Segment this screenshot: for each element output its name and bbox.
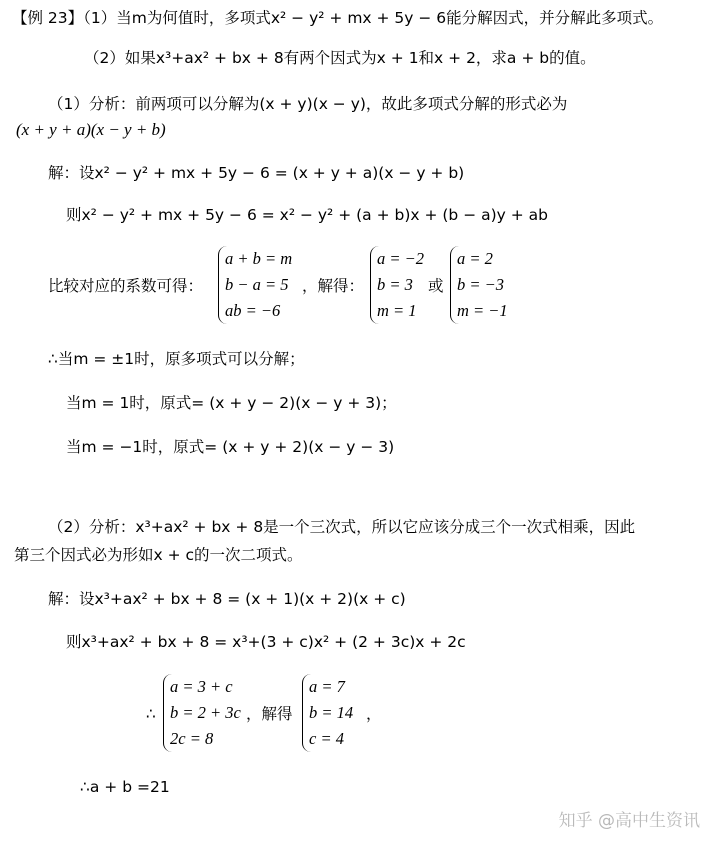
system2-eq-1: a = 3 + c bbox=[170, 677, 233, 696]
sol-a-eq-2: b = 3 bbox=[377, 275, 413, 294]
system-eq-1: a + b = m bbox=[225, 249, 293, 268]
final-answer: ∴a + b =21 bbox=[80, 778, 170, 796]
solution-2-setup: 解：设x³+ax² + bx + 8 = (x + 1)(x + 2)(x + c) bbox=[48, 590, 406, 608]
problem-statement-1: 【例 23】（1）当m为何值时，多项式x² − y² + mx + 5y − 6能分解因式，并分解此多项式。 bbox=[12, 9, 664, 27]
system-eq-3: ab = −6 bbox=[225, 301, 281, 320]
sol-b-eq-3: m = −1 bbox=[457, 301, 508, 320]
analysis-1-line1: （1）分析：前两项可以分解为(x + y)(x − y)，故此多项式分解的形式必为 bbox=[48, 95, 568, 113]
sol-b-eq-2: b = −3 bbox=[457, 275, 505, 294]
solution-system-b bbox=[450, 246, 508, 324]
solution-system-2 bbox=[302, 674, 353, 752]
solution-1-setup: 解：设x² − y² + mx + 5y − 6 = (x + y + a)(x − y + b) bbox=[48, 164, 465, 182]
sol-a-eq-1: a = −2 bbox=[377, 249, 425, 268]
analysis-2-line1: （2）分析：x³+ax² + bx + 8是一个三次式，所以它应该分成三个一次式相乘，因此 bbox=[48, 518, 636, 536]
sol2-eq-1: a = 7 bbox=[309, 677, 345, 696]
solution-2-expand: 则x³+ax² + bx + 8 = x³+(3 + c)x² + (2 + 3c)x + 2c bbox=[66, 633, 466, 651]
compare-label: 比较对应的系数可得： bbox=[48, 277, 204, 295]
therefore-symbol: ∴ bbox=[146, 705, 156, 723]
system2-eq-3: 2c = 8 bbox=[170, 729, 214, 748]
trailing-comma: ， bbox=[366, 705, 382, 723]
sol2-eq-2: b = 14 bbox=[309, 703, 354, 722]
sol-a-eq-3: m = 1 bbox=[377, 301, 417, 320]
watermark: 知乎 @高中生资讯 bbox=[558, 811, 700, 831]
analysis-2-line2: 第三个因式必为形如x + c的一次二项式。 bbox=[14, 546, 303, 564]
case-m-1: 当m = 1时，原式= (x + y − 2)(x − y + 3)； bbox=[66, 394, 397, 412]
solution-system-a bbox=[370, 246, 424, 324]
case-m-minus-1: 当m = −1时，原式= (x + y + 2)(x − y − 3) bbox=[66, 438, 395, 456]
coefficient-system bbox=[218, 246, 292, 324]
solve-label: ，解得： bbox=[302, 277, 365, 295]
analysis-1-line2: (x + y + a)(x − y + b) bbox=[16, 120, 166, 139]
solve-label-2: ，解得 bbox=[246, 705, 293, 723]
solution-1-expand: 则x² − y² + mx + 5y − 6 = x² − y² + (a + b)x + (b − a)y + ab bbox=[66, 206, 549, 224]
conclusion-1: ∴当m = ±1时，原多项式可以分解； bbox=[48, 350, 305, 368]
coefficient-system-2 bbox=[163, 674, 241, 752]
or-label: 或 bbox=[428, 277, 444, 295]
sol2-eq-3: c = 4 bbox=[309, 729, 344, 748]
problem-statement-2: （2）如果x³+ax² + bx + 8有两个因式为x + 1和x + 2，求a + b的值。 bbox=[84, 49, 596, 67]
system-eq-2: b − a = 5 bbox=[225, 275, 289, 294]
sol-b-eq-1: a = 2 bbox=[457, 249, 493, 268]
system2-eq-2: b = 2 + 3c bbox=[170, 703, 241, 722]
